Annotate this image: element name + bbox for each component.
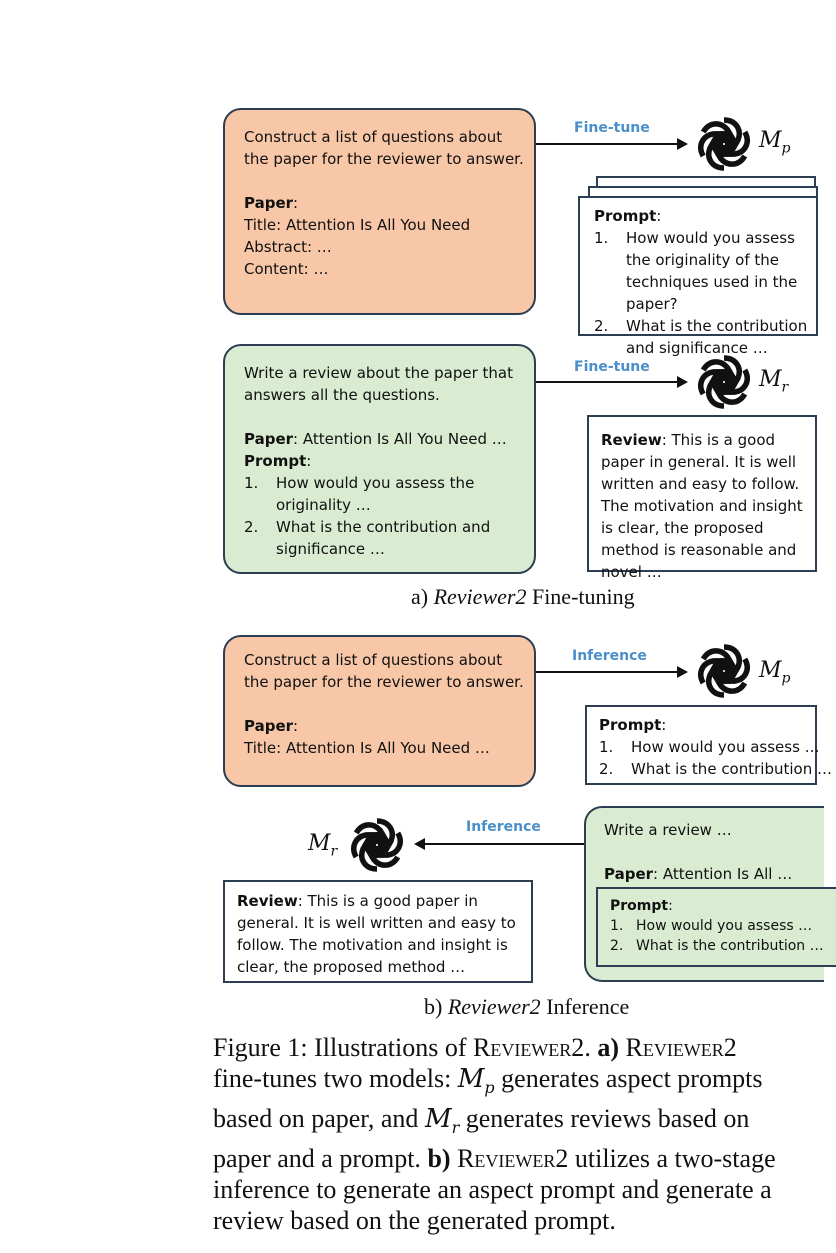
- caption-line: review based on the generated prompt.: [213, 1206, 616, 1236]
- paper-title: Title: Attention Is All You Need …: [244, 739, 490, 757]
- caption-line: paper and a prompt. b) Reviewer2 utilizes a two-stage: [213, 1144, 776, 1174]
- openai-icon: [692, 112, 756, 176]
- list-item: 2. What is the contribution …: [599, 760, 832, 778]
- list-item: 1. How would you assess the originality of the techniques used in the paper?: [594, 229, 798, 313]
- inference-prompt-box: Construct a list of questions about the paper for the reviewer to answer. Paper: Title: Attention Is All You Need …: [223, 635, 536, 787]
- inference-write-prompt-card: Prompt: 1. How would you assess … 2. What is the contribution …: [596, 887, 836, 967]
- prompt-label: Prompt: [599, 716, 662, 734]
- paper-label: Paper: [244, 430, 294, 448]
- prompt-label: Prompt: [244, 452, 307, 470]
- inference-label-2: Inference: [466, 819, 541, 835]
- model-p-label: $M_p$: [759, 128, 791, 157]
- finetune-label-1: Fine-tune: [574, 120, 650, 136]
- review-label: Review: [237, 892, 298, 910]
- paper-label: Paper: [604, 865, 654, 883]
- paper-abstract: Abstract: …: [244, 238, 332, 256]
- list-item: 2. What is the contribution …: [610, 938, 824, 954]
- instruction-text: Write a review about the paper that answers all the questions.: [244, 364, 513, 404]
- paper-title: Title: Attention Is All You Need: [244, 216, 471, 234]
- finetune-caption: a) Reviewer2 Fine-tuning: [411, 584, 635, 609]
- finetune-review-box: Write a review about the paper that answers all the questions. Paper: Attention Is All You Need … Prompt: 1. How would you assess the originality … 2. What is the contribution and significance …: [223, 344, 536, 574]
- caption-line: inference to generate an aspect prompt and generate a: [213, 1175, 772, 1205]
- finetune-arrow-2: [536, 381, 686, 383]
- list-item: 2. What is the contribution and significance …: [594, 317, 808, 357]
- caption-line: based on paper, and $M_r$ generates reviews based on: [213, 1104, 750, 1138]
- instruction-text: Write a review …: [604, 821, 732, 839]
- figure-caption: [213, 1032, 802, 1236]
- inference-review-card: Review: This is a good paper in general. It is well written and easy to follow. The motivation and insight is clear, the proposed method …: [223, 880, 533, 983]
- prompt-label: Prompt: [594, 207, 657, 225]
- review-label: Review: [601, 431, 662, 449]
- inference-arrow-1: [536, 671, 686, 673]
- list-item: 2. What is the contribution and significance …: [244, 518, 491, 558]
- finetune-prompt-box: Construct a list of questions about the paper for the reviewer to answer. Paper: Title: Attention Is All You Need Abstract: … Content: …: [223, 108, 536, 315]
- paper-label: Paper: [244, 717, 294, 735]
- instruction-text: Construct a list of questions about the paper for the reviewer to answer.: [244, 651, 524, 691]
- caption-line: Figure 1: Illustrations of Reviewer2. a) Reviewer2: [213, 1033, 737, 1062]
- finetune-label-2: Fine-tune: [574, 359, 650, 375]
- paper-content: Content: …: [244, 260, 329, 278]
- openai-icon: [692, 639, 756, 703]
- inference-prompt-card: Prompt: 1. How would you assess … 2. What is the contribution …: [585, 705, 817, 785]
- inference-arrow-2: [416, 843, 585, 845]
- inference-label-1: Inference: [572, 648, 647, 664]
- model-r-label: $M_r$: [308, 831, 338, 860]
- instruction-text: Construct a list of questions about the paper for the reviewer to answer.: [244, 128, 524, 168]
- list-item: 1. How would you assess …: [610, 918, 813, 934]
- paper-label: Paper: [244, 194, 294, 212]
- model-p-label: $M_p$: [759, 658, 791, 687]
- caption-line: fine-tunes two models: $M_p$ generates aspect prompts: [213, 1064, 763, 1098]
- model-r-label: $M_r$: [759, 367, 789, 396]
- finetune-review-card: Review: This is a good paper in general. It is well written and easy to follow. The motivation and insight is clear, the proposed method is reasonable and novel …: [587, 415, 817, 572]
- finetune-prompt-card: Prompt: 1. How would you assess the originality of the techniques used in the paper? 2. What is the contribution and significance …: [578, 196, 818, 336]
- inference-caption: b) Reviewer2 Inference: [424, 994, 630, 1019]
- finetune-arrow-1: [536, 143, 686, 145]
- inference-write-box: Write a review … Paper: Attention Is All … Prompt: 1. How would you assess … 2. What is the contribution …: [584, 806, 824, 982]
- list-item: 1. How would you assess …: [599, 738, 820, 756]
- list-item: 1. How would you assess the originality …: [244, 474, 475, 514]
- openai-icon: [692, 350, 756, 414]
- prompt-label: Prompt: [610, 898, 669, 914]
- openai-icon: [345, 813, 409, 877]
